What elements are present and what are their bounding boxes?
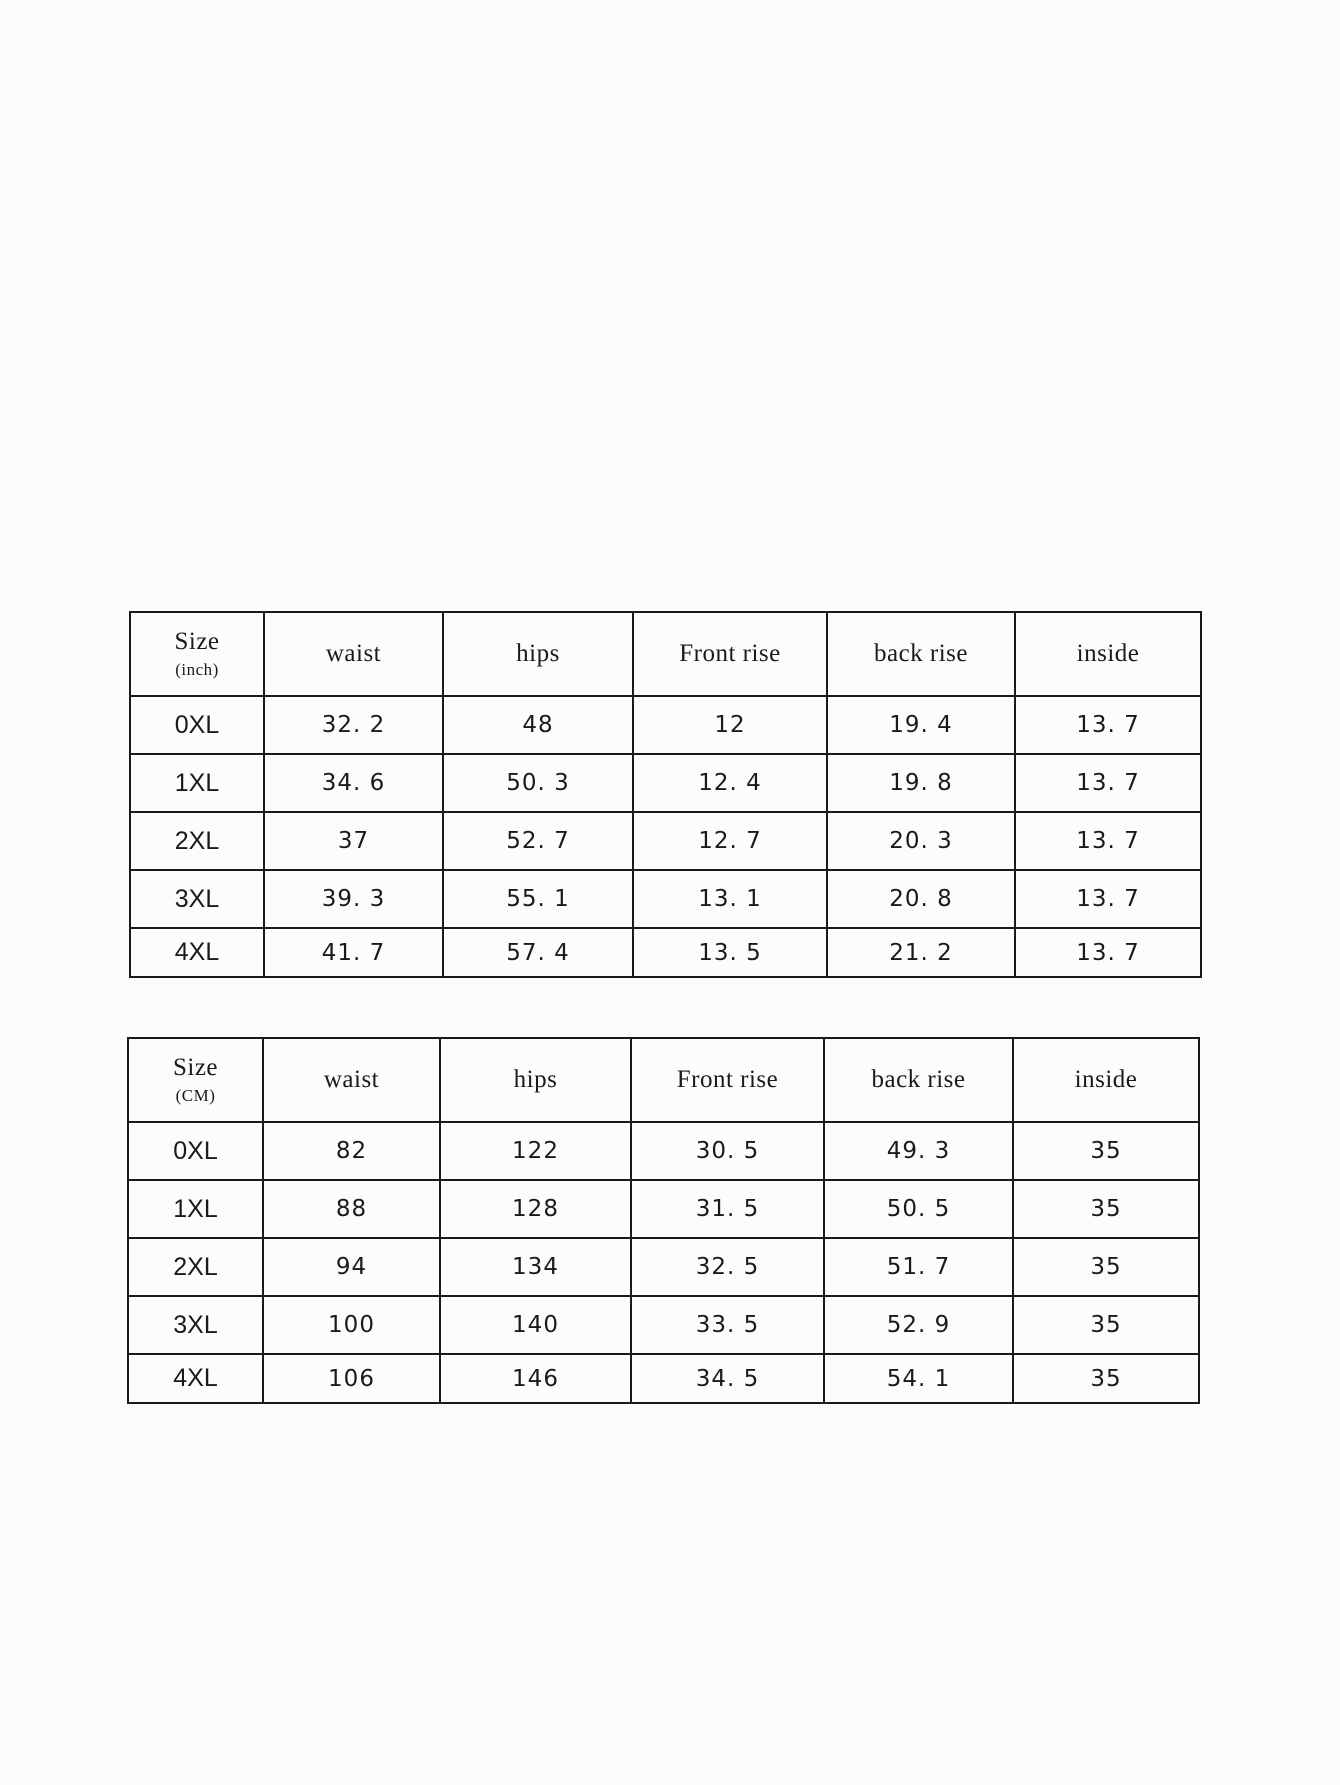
back-rise-cell: 54. 1 [824, 1354, 1013, 1403]
hips-cell: 52. 7 [443, 812, 633, 870]
size-cell: 1XL [130, 754, 264, 812]
table-header-row [128, 1038, 1199, 1122]
column-header-front-rise: Front rise [633, 612, 827, 696]
column-header-hips: hips [443, 612, 633, 696]
front-rise-cell: 34. 5 [631, 1354, 824, 1403]
back-rise-cell: 51. 7 [824, 1238, 1013, 1296]
waist-cell: 100 [263, 1296, 440, 1354]
hips-cell: 128 [440, 1180, 631, 1238]
table-row [130, 870, 1201, 928]
waist-cell: 41. 7 [264, 928, 443, 977]
column-header-back-rise: back rise [827, 612, 1015, 696]
table-row [128, 1122, 1199, 1180]
front-rise-cell: 13. 5 [633, 928, 827, 977]
hips-cell: 146 [440, 1354, 631, 1403]
waist-cell: 34. 6 [264, 754, 443, 812]
table-row [130, 754, 1201, 812]
table-row [128, 1354, 1199, 1403]
size-cell: 4XL [130, 928, 264, 977]
size-cell: 3XL [130, 870, 264, 928]
hips-cell: 50. 3 [443, 754, 633, 812]
front-rise-cell: 30. 5 [631, 1122, 824, 1180]
inside-cell: 35 [1013, 1354, 1199, 1403]
hips-cell: 55. 1 [443, 870, 633, 928]
size-cell: 0XL [128, 1122, 263, 1180]
inside-cell: 13. 7 [1015, 928, 1201, 977]
hips-cell: 48 [443, 696, 633, 754]
table-row [130, 928, 1201, 977]
front-rise-cell: 12. 4 [633, 754, 827, 812]
hips-cell: 134 [440, 1238, 631, 1296]
inside-cell: 13. 7 [1015, 754, 1201, 812]
front-rise-cell: 32. 5 [631, 1238, 824, 1296]
table-row [130, 812, 1201, 870]
back-rise-cell: 20. 3 [827, 812, 1015, 870]
inside-cell: 13. 7 [1015, 870, 1201, 928]
front-rise-cell: 33. 5 [631, 1296, 824, 1354]
unit-label: (inch) [175, 660, 219, 679]
column-header-front-rise: Front rise [631, 1038, 824, 1122]
waist-cell: 32. 2 [264, 696, 443, 754]
inside-cell: 35 [1013, 1296, 1199, 1354]
back-rise-cell: 49. 3 [824, 1122, 1013, 1180]
hips-cell: 140 [440, 1296, 631, 1354]
front-rise-cell: 31. 5 [631, 1180, 824, 1238]
size-cell: 4XL [128, 1354, 263, 1403]
table-row [130, 696, 1201, 754]
column-header-hips: hips [440, 1038, 631, 1122]
waist-cell: 82 [263, 1122, 440, 1180]
back-rise-cell: 19. 4 [827, 696, 1015, 754]
waist-cell: 37 [264, 812, 443, 870]
column-header-back-rise: back rise [824, 1038, 1013, 1122]
inside-cell: 35 [1013, 1122, 1199, 1180]
waist-cell: 88 [263, 1180, 440, 1238]
hips-cell: 122 [440, 1122, 631, 1180]
column-header-waist: waist [264, 612, 443, 696]
size-chart-inch-table [129, 611, 1202, 978]
size-cell: 0XL [130, 696, 264, 754]
waist-cell: 106 [263, 1354, 440, 1403]
back-rise-cell: 19. 8 [827, 754, 1015, 812]
back-rise-cell: 21. 2 [827, 928, 1015, 977]
waist-cell: 94 [263, 1238, 440, 1296]
unit-label: (CM) [175, 1086, 216, 1105]
back-rise-cell: 52. 9 [824, 1296, 1013, 1354]
inside-cell: 35 [1013, 1238, 1199, 1296]
size-header-label: Size [174, 628, 220, 655]
column-header-inside: inside [1015, 612, 1201, 696]
front-rise-cell: 12. 7 [633, 812, 827, 870]
table-row [128, 1238, 1199, 1296]
column-header-waist: waist [263, 1038, 440, 1122]
front-rise-cell: 13. 1 [633, 870, 827, 928]
table-row [128, 1296, 1199, 1354]
size-chart-cm-table [127, 1037, 1200, 1404]
size-header [128, 1038, 263, 1122]
table-row [128, 1180, 1199, 1238]
inside-cell: 13. 7 [1015, 696, 1201, 754]
hips-cell: 57. 4 [443, 928, 633, 977]
size-cell: 2XL [130, 812, 264, 870]
size-cell: 3XL [128, 1296, 263, 1354]
back-rise-cell: 20. 8 [827, 870, 1015, 928]
front-rise-cell: 12 [633, 696, 827, 754]
waist-cell: 39. 3 [264, 870, 443, 928]
table-header-row [130, 612, 1201, 696]
size-cell: 1XL [128, 1180, 263, 1238]
size-header [130, 612, 264, 696]
back-rise-cell: 50. 5 [824, 1180, 1013, 1238]
inside-cell: 13. 7 [1015, 812, 1201, 870]
inside-cell: 35 [1013, 1180, 1199, 1238]
size-header-label: Size [172, 1054, 219, 1081]
column-header-inside: inside [1013, 1038, 1199, 1122]
size-cell: 2XL [128, 1238, 263, 1296]
